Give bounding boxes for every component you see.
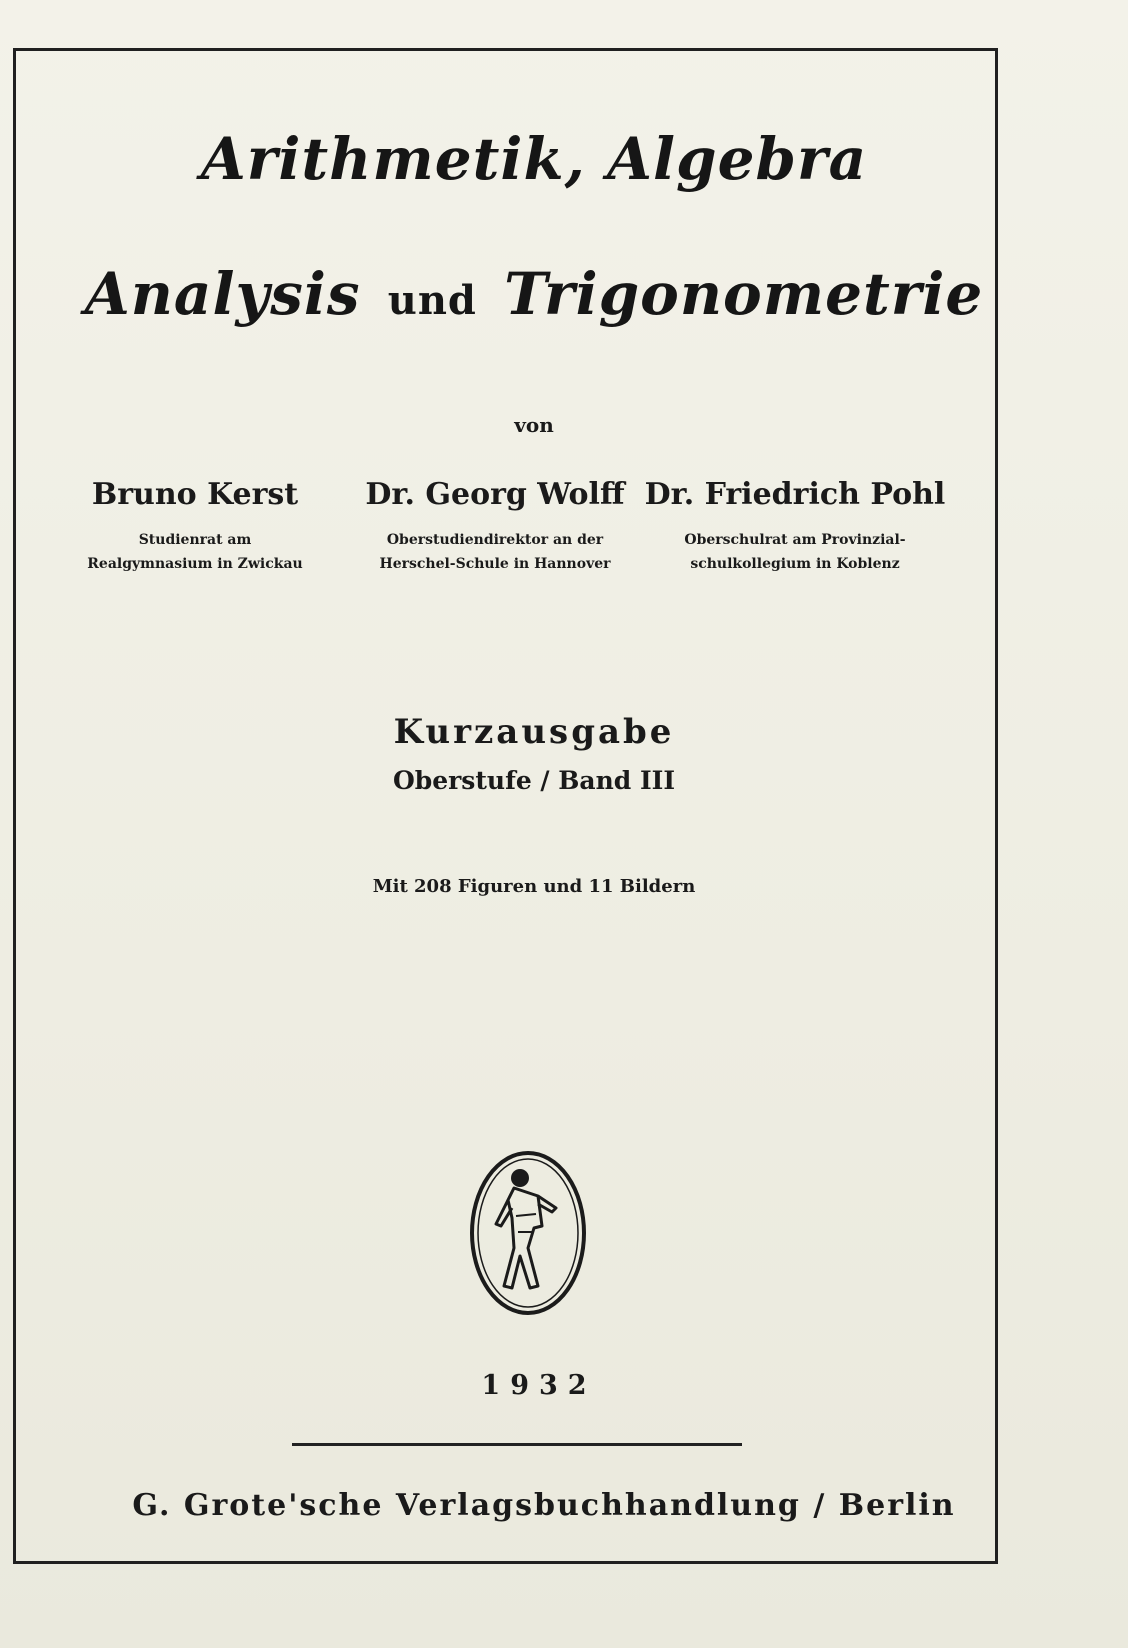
title-trigonometrie: Trigonometrie — [504, 260, 984, 328]
author-name: Bruno Kerst — [91, 477, 299, 512]
title-line-1 — [0, 125, 1098, 193]
volume-label: Oberstufe / Band III — [392, 766, 676, 795]
author-description — [330, 528, 660, 576]
author-name: Dr. Friedrich Pohl — [644, 477, 946, 512]
title-analysis: Analysis — [84, 260, 361, 328]
author-desc-line: Herschel-Schule in Hannover — [379, 556, 611, 572]
author-desc-line: Oberschulrat am Provinzial- — [684, 532, 906, 548]
figures-note: Mit 208 Figuren und 11 Bildern — [372, 876, 696, 897]
author-kerst — [30, 477, 360, 576]
publisher-imprint: G. Grote'sche Verlagsbuchhandlung / Berlin — [132, 1488, 956, 1523]
title-line-2 — [0, 260, 1098, 328]
divider-rule — [292, 1443, 742, 1446]
publisher-emblem-icon — [468, 1148, 588, 1318]
title-und: und — [387, 277, 477, 324]
publication-year: 1932 — [481, 1370, 597, 1401]
author-desc-line: Realgymnasium in Zwickau — [87, 556, 303, 572]
author-description — [630, 528, 960, 576]
title-text-1: Arithmetik, Algebra — [200, 125, 868, 193]
author-wolff — [330, 477, 660, 576]
author-desc-line: schulkollegium in Koblenz — [690, 556, 900, 572]
author-description — [30, 528, 360, 576]
edition-label: Kurzausgabe — [393, 712, 675, 752]
von-label: von — [514, 413, 554, 437]
author-desc-line: Studienrat am — [138, 532, 252, 548]
author-desc-line: Oberstudiendirektor an der — [386, 532, 604, 548]
author-name: Dr. Georg Wolff — [365, 477, 625, 512]
author-pohl — [630, 477, 960, 576]
